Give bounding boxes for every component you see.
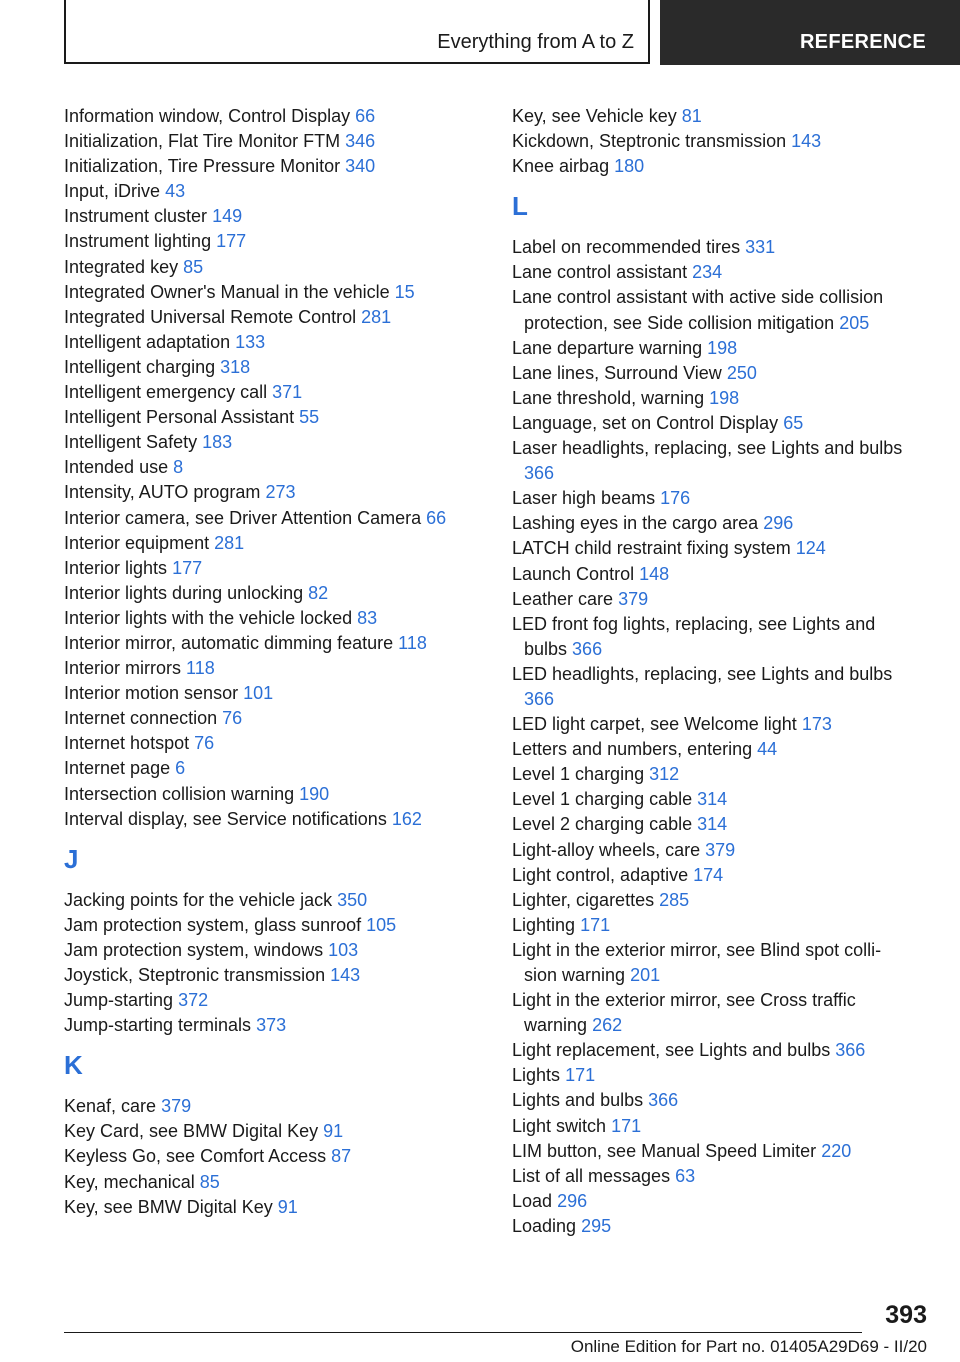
index-entry-term: LED light carpet, see Welcome light (512, 714, 797, 735)
page-reference-link[interactable]: 350 (337, 889, 368, 910)
index-entry-term: Laser headlights, replacing, see Lights and bulbs (512, 438, 903, 459)
page-reference-link[interactable]: 148 (639, 563, 670, 584)
index-entry-term: Lane departure warning (512, 337, 703, 358)
reference-tab-label: REFERENCE (799, 31, 926, 53)
index-entry (512, 436, 912, 486)
index-entry (64, 631, 484, 656)
page-reference-link[interactable]: 273 (265, 482, 296, 503)
index-entry-term: Interior motion sensor (64, 683, 239, 704)
index-entry (512, 913, 912, 938)
index-entry-term: Instrument lighting (64, 231, 212, 252)
page-reference-link[interactable]: 198 (709, 387, 740, 408)
index-column-left (64, 104, 484, 1220)
index-entry-term: Input, iDrive (64, 181, 161, 202)
index-entry (512, 1114, 912, 1139)
index-entry-term: Kickdown, Steptronic transmission (512, 131, 787, 152)
page-reference-link[interactable]: 190 (299, 783, 330, 804)
page-reference-link[interactable]: 173 (801, 714, 832, 735)
index-entry-term: Key Card, see BMW Digital Key (64, 1121, 319, 1142)
page-reference-link[interactable]: 103 (328, 939, 359, 960)
index-letter-heading: L (512, 191, 528, 222)
index-entry-term: Keyless Go, see Comfort Access (64, 1146, 327, 1167)
page-reference-link[interactable]: 105 (366, 914, 397, 935)
page-reference-link[interactable]: 101 (243, 683, 274, 704)
index-entry (512, 1088, 912, 1113)
index-entry (64, 480, 484, 505)
index-entry-term: Letters and numbers, entering (512, 739, 753, 760)
page-reference-link[interactable]: 85 (199, 1171, 220, 1192)
index-entry (512, 562, 912, 587)
page-reference-link[interactable]: 379 (618, 588, 649, 609)
page-reference-link[interactable]: 171 (611, 1115, 642, 1136)
page-reference-link[interactable]: 234 (692, 262, 723, 283)
index-entry-term: Leather care (512, 588, 614, 609)
index-entry-term: Information window, Control Display (64, 106, 351, 126)
index-entry-term: Light in the exterior mirror, see Cross traffic warning (512, 990, 856, 1036)
index-entry (512, 762, 912, 787)
index-entry (64, 731, 484, 756)
index-entry (64, 1094, 484, 1119)
index-entry (64, 606, 484, 631)
index-entry-term: Lane control assistant with active side collision protection, see Side collision mitigation (512, 287, 884, 333)
index-entry (64, 405, 484, 430)
page-reference-link[interactable]: 205 (839, 312, 870, 333)
footer-divider (64, 1332, 862, 1333)
page-reference-link[interactable]: 133 (235, 331, 266, 352)
index-entry (512, 536, 912, 561)
page-reference-link[interactable]: 174 (693, 864, 724, 885)
page-reference-link[interactable]: 87 (331, 1146, 352, 1167)
index-entry-term: Intelligent Safety (64, 432, 198, 453)
index-entry (512, 336, 912, 361)
index-entry-term: Lights and bulbs (512, 1090, 644, 1111)
index-entry-term: Initialization, Tire Pressure Monitor (64, 156, 341, 177)
index-entry-term: Intelligent emergency call (64, 382, 268, 403)
index-entry-term: LATCH child restraint fixing system (512, 538, 791, 559)
index-entry-term: Internet page (64, 758, 171, 779)
index-entry (512, 386, 912, 411)
page-reference-link[interactable]: 366 (524, 688, 555, 709)
page-reference-link[interactable]: 118 (398, 632, 427, 653)
page-reference-link[interactable]: 318 (220, 356, 251, 377)
index-entry-term: Integrated Universal Remote Control (64, 306, 357, 327)
index-entry (512, 1063, 912, 1088)
page-reference-link[interactable]: 149 (212, 206, 243, 227)
index-entry-term: Light-alloy wheels, care (512, 839, 701, 860)
index-entry (512, 863, 912, 888)
index-entry (64, 129, 484, 154)
index-entry-term: Lane lines, Surround View (512, 362, 722, 383)
page-reference-link[interactable]: 44 (757, 739, 778, 760)
page-reference-link[interactable]: 183 (202, 432, 233, 453)
index-entry-term: Light switch (512, 1115, 607, 1136)
page-reference-link[interactable]: 55 (299, 407, 320, 428)
index-entry (64, 1144, 484, 1169)
index-entry (512, 737, 912, 762)
index-entry (64, 938, 484, 963)
index-entry (64, 255, 484, 280)
page-reference-link[interactable]: 220 (821, 1140, 852, 1161)
page-reference-link[interactable]: 176 (660, 488, 691, 509)
index-entry-term: Lights (512, 1065, 561, 1086)
index-entry-term: Interval display, see Service notifications (64, 808, 387, 829)
index-entry (512, 1139, 912, 1164)
index-entry (512, 361, 912, 386)
index-entry-term: Interior camera, see Driver Attention Camera (64, 507, 422, 528)
edition-note: Online Edition for Part no. 01405A29D69 - II/20 (570, 1337, 927, 1356)
page-reference-link[interactable]: 66 (426, 507, 447, 528)
index-letter-heading: J (64, 843, 79, 874)
index-entry-term: Knee airbag (512, 156, 610, 177)
index-entry (512, 712, 912, 737)
index-entry-term: Laser high beams (512, 488, 656, 509)
index-entry (64, 988, 484, 1013)
index-entry (512, 812, 912, 837)
index-entry-term: Interior lights with the vehicle locked (64, 607, 353, 628)
index-entry (64, 963, 484, 988)
page-reference-link[interactable]: 180 (614, 156, 645, 177)
index-entry (512, 938, 912, 988)
index-entry-term: Light replacement, see Lights and bulbs (512, 1040, 831, 1061)
index-entry-term: Key, mechanical (64, 1171, 195, 1192)
page-reference-link[interactable]: 83 (357, 607, 378, 628)
index-entry (64, 706, 484, 731)
index-entry (512, 511, 912, 536)
index-entry-term: Intensity, AUTO program (64, 482, 261, 503)
index-entry-term: Jump-starting terminals (64, 1015, 252, 1036)
index-entry (64, 280, 484, 305)
page-reference-link[interactable]: 250 (726, 362, 757, 383)
page-reference-link[interactable]: 314 (697, 789, 728, 810)
page-reference-link[interactable]: 366 (835, 1040, 866, 1061)
index-entry-term: Joystick, Steptronic transmission (64, 965, 326, 985)
index-entry-term: Lane control assistant (512, 262, 688, 283)
index-entry-term: Key, see Vehicle key (512, 106, 677, 126)
index-entry (64, 380, 484, 405)
index-entry (512, 888, 912, 913)
page-number: 393 (885, 1301, 927, 1329)
page-reference-link[interactable]: 346 (345, 131, 376, 152)
page-reference-link[interactable]: 118 (186, 658, 215, 679)
page-reference-link[interactable]: 162 (391, 808, 422, 829)
index-entry (64, 888, 484, 913)
page-reference-link[interactable]: 201 (630, 965, 661, 985)
index-entry (64, 204, 484, 229)
index-entry-term: Lashing eyes in the cargo area (512, 513, 759, 534)
index-entry-term: Load (512, 1190, 553, 1211)
index-entry (512, 1214, 912, 1239)
index-entry (64, 355, 484, 380)
page-reference-link[interactable]: 8 (173, 457, 184, 478)
index-entry-term: Initialization, Flat Tire Monitor FTM (64, 131, 341, 152)
index-entry (64, 556, 484, 581)
index-entry-term: Light control, adaptive (512, 864, 689, 885)
page-reference-link[interactable]: 373 (256, 1015, 287, 1036)
index-entry-term: Lighter, cigarettes (512, 889, 655, 910)
index-entry (512, 260, 912, 285)
index-entry (64, 531, 484, 556)
index-entry-term: LED headlights, replacing, see Lights and bulbs (512, 663, 893, 684)
page-reference-link[interactable]: 262 (592, 1015, 623, 1036)
page-reference-link[interactable]: 85 (183, 256, 204, 277)
page-reference-link[interactable]: 312 (649, 764, 680, 785)
index-entry (64, 154, 484, 179)
page-reference-link[interactable]: 285 (659, 889, 690, 910)
index-entry (512, 988, 912, 1038)
reference-tab[interactable] (660, 0, 960, 65)
index-entry-term: Interior lights (64, 557, 168, 578)
page-reference-link[interactable]: 177 (216, 231, 247, 252)
page-reference-link[interactable]: 171 (580, 914, 611, 935)
page-reference-link[interactable]: 91 (277, 1196, 298, 1217)
index-entry-term: Level 2 charging cable (512, 814, 693, 835)
index-entry-term: Integrated Owner's Manual in the vehicle (64, 281, 390, 302)
index-entry (512, 787, 912, 812)
index-entry-term: Light in the exterior mirror, see Blind spot colli-sion warning (512, 939, 882, 985)
index-entry (64, 104, 484, 129)
page-reference-link[interactable]: 296 (557, 1190, 588, 1211)
index-entry (64, 656, 484, 681)
index-entry-term: Interior mirrors (64, 658, 182, 679)
index-entry (64, 229, 484, 254)
section-title: Everything from A to Z (437, 31, 634, 53)
page-reference-link[interactable]: 366 (524, 463, 555, 484)
index-entry-term: Intelligent charging (64, 356, 216, 377)
index-entry (64, 807, 484, 832)
index-entry-term: Jump-starting (64, 990, 174, 1011)
page-reference-link[interactable]: 296 (763, 513, 794, 534)
index-entry-term: Lighting (512, 914, 576, 935)
page-reference-link[interactable]: 295 (581, 1215, 612, 1236)
page-reference-link[interactable]: 177 (172, 557, 203, 578)
page-reference-link[interactable]: 379 (161, 1096, 192, 1117)
page-reference-link[interactable]: 314 (697, 814, 728, 835)
index-entry-term: LED front fog lights, replacing, see Lights and bulbs (512, 613, 876, 659)
index-entry (64, 305, 484, 330)
index-entry (64, 1119, 484, 1144)
page-reference-link[interactable]: 81 (681, 106, 702, 126)
page-reference-link[interactable]: 143 (330, 965, 361, 985)
index-entry-term: Instrument cluster (64, 206, 208, 227)
page-reference-link[interactable]: 43 (165, 181, 186, 202)
index-entry-term: Integrated key (64, 256, 179, 277)
index-entry-term: Lane threshold, warning (512, 387, 705, 408)
page-reference-link[interactable]: 82 (308, 582, 329, 603)
page-reference-link[interactable]: 15 (394, 281, 415, 302)
index-entry-term: Intended use (64, 457, 169, 478)
page-reference-link[interactable]: 366 (648, 1090, 679, 1111)
page-reference-link[interactable]: 76 (222, 708, 243, 729)
index-entry-term: Label on recommended tires (512, 237, 741, 258)
page-reference-link[interactable]: 6 (175, 758, 186, 779)
index-entry (64, 330, 484, 355)
index-entry (64, 455, 484, 480)
index-entry (512, 1189, 912, 1214)
page-reference-link[interactable]: 331 (745, 237, 776, 258)
page-reference-link[interactable]: 143 (791, 131, 822, 152)
index-entry (64, 681, 484, 706)
page-reference-link[interactable]: 66 (355, 106, 376, 126)
index-entry-term: Jacking points for the vehicle jack (64, 889, 333, 910)
index-entry-term: Jam protection system, windows (64, 939, 324, 960)
index-entry-term: Loading (512, 1215, 577, 1236)
index-entry (512, 486, 912, 511)
index-entry-term: Intelligent Personal Assistant (64, 407, 295, 428)
index-entry-term: Internet hotspot (64, 733, 190, 754)
index-entry (512, 662, 912, 712)
index-entry (64, 1195, 484, 1220)
index-entry (512, 587, 912, 612)
index-entry (512, 1038, 912, 1063)
index-entry (64, 1013, 484, 1038)
index-letter-heading: K (64, 1050, 83, 1081)
header-frame (64, 0, 650, 64)
index-entry-term: LIM button, see Manual Speed Limiter (512, 1140, 817, 1161)
index-entry (64, 179, 484, 204)
page-reference-link[interactable]: 379 (705, 839, 736, 860)
index-entry (512, 104, 912, 129)
index-entry (512, 1164, 912, 1189)
index-entry (64, 913, 484, 938)
index-entry-term: Language, set on Control Display (512, 412, 779, 433)
index-entry (512, 838, 912, 863)
page-reference-link[interactable]: 372 (178, 990, 209, 1011)
page-reference-link[interactable]: 366 (572, 638, 603, 659)
index-entry (64, 581, 484, 606)
index-entry (512, 129, 912, 154)
index-entry-term: List of all messages (512, 1165, 671, 1186)
index-column-right (512, 104, 912, 1239)
page-reference-link[interactable]: 63 (675, 1165, 696, 1186)
index-entry-term: Intersection collision warning (64, 783, 295, 804)
index-entry (64, 782, 484, 807)
index-entry-term: Jam protection system, glass sunroof (64, 914, 362, 935)
index-entry-term: Interior equipment (64, 532, 210, 553)
index-entry-term: Level 1 charging (512, 764, 645, 785)
page-reference-link[interactable]: 65 (783, 412, 804, 433)
index-entry (512, 411, 912, 436)
index-entry (64, 506, 484, 531)
index-entry-term: Internet connection (64, 708, 218, 729)
page-reference-link[interactable]: 198 (707, 337, 738, 358)
index-entry-term: Intelligent adaptation (64, 331, 231, 352)
index-entry (64, 430, 484, 455)
page-reference-link[interactable]: 281 (361, 306, 392, 327)
index-entry-term: Key, see BMW Digital Key (64, 1196, 273, 1217)
index-entry-term: Kenaf, care (64, 1096, 157, 1117)
page-reference-link[interactable]: 171 (565, 1065, 596, 1086)
index-entry-term: Launch Control (512, 563, 635, 584)
index-entry (64, 756, 484, 781)
page-reference-link[interactable]: 340 (345, 156, 376, 177)
index-entry-term: Level 1 charging cable (512, 789, 693, 810)
page-reference-link[interactable]: 91 (323, 1121, 344, 1142)
page-reference-link[interactable]: 281 (214, 532, 245, 553)
index-entry-term: Interior mirror, automatic dimming feature (64, 632, 394, 653)
index-entry-term: Interior lights during unlocking (64, 582, 304, 603)
index-entry (512, 285, 912, 335)
page-reference-link[interactable]: 371 (272, 382, 303, 403)
index-entry (512, 235, 912, 260)
page-reference-link[interactable]: 124 (795, 538, 826, 559)
index-entry (512, 612, 912, 662)
page-reference-link[interactable]: 76 (194, 733, 215, 754)
index-entry (512, 154, 912, 179)
index-entry (64, 1170, 484, 1195)
